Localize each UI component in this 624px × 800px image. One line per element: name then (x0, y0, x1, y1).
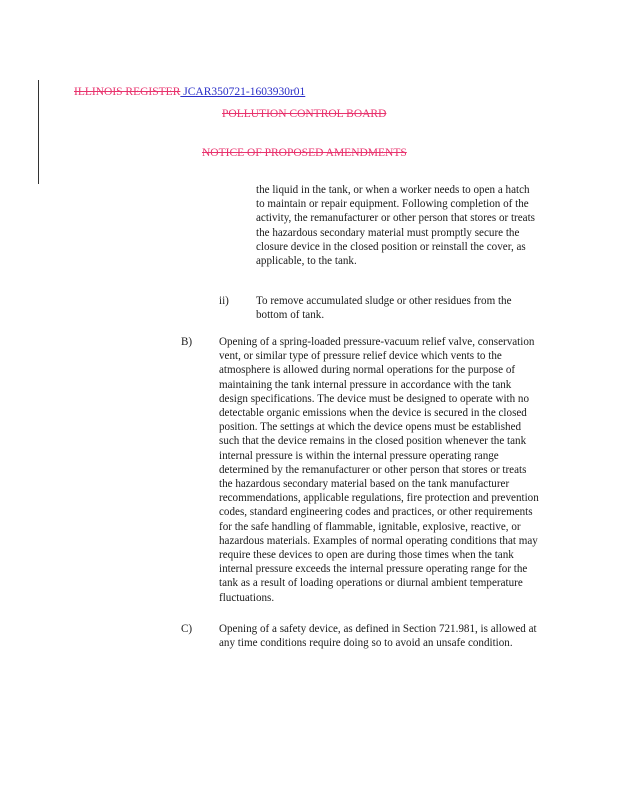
board-title-struck: POLLUTION CONTROL BOARD (222, 108, 387, 120)
register-id-inserted: JCAR350721-1603930r01 (180, 86, 306, 98)
item-ii-label: ii) (219, 295, 229, 307)
item-c-text: Opening of a safety device, as defined in Section 721.981, is allowed at any time conditions require doing so to avoid an unsafe condition. (219, 623, 537, 650)
revision-change-bar (38, 80, 39, 184)
notice-header (202, 147, 407, 159)
item-ii-text: To remove accumulated sludge or other residues from the bottom of tank. (256, 295, 512, 322)
board-header (222, 108, 386, 120)
item-b-text: Opening of a spring-loaded pressure-vacuum relief valve, conservation vent, or similar type of pressure relief device which vents to the atmosphere is allowed during normal operations for the purpose of maintaining the tank internal pressure in accordance with the tank design specifications. The device must be designed to operate with no detectable organic emissions when the device is secured in the closed position. The settings at which the device opens must be established such that the device remains in the closed position whenever the tank internal pressure is within the internal pressure operating range determined by the remanufacturer or other person that stores or treats the hazardous secondary material based on the tank manufacturer recommendations, applicable regulations, fire protection and prevention codes, standard engineering codes and practices, or other requirements for the safe handling of flammable, ignitable, explosive, reactive, or hazardous materials. Examples of normal operating conditions that may require these devices to open are during those times when the tank internal pressure exceeds the internal pressure operating range for the tank as a result of loading operations or diurnal ambient temperature fluctuations. (219, 336, 539, 604)
register-title-struck: ILLINOIS REGISTER (74, 86, 181, 98)
continuation-paragraph: the liquid in the tank, or when a worker needs to open a hatch to maintain or repair equipment. Following completion of the activity, the remanufacturer or other person that stores or treats the hazardous secondary material must promptly secure the closure device in the closed position or reinstall the cover, as applicable, to the tank. (256, 184, 535, 268)
item-c-label: C) (181, 623, 193, 635)
notice-title-struck: NOTICE OF PROPOSED AMENDMENTS (202, 147, 407, 159)
register-header (74, 86, 305, 98)
item-b-label: B) (181, 336, 193, 348)
